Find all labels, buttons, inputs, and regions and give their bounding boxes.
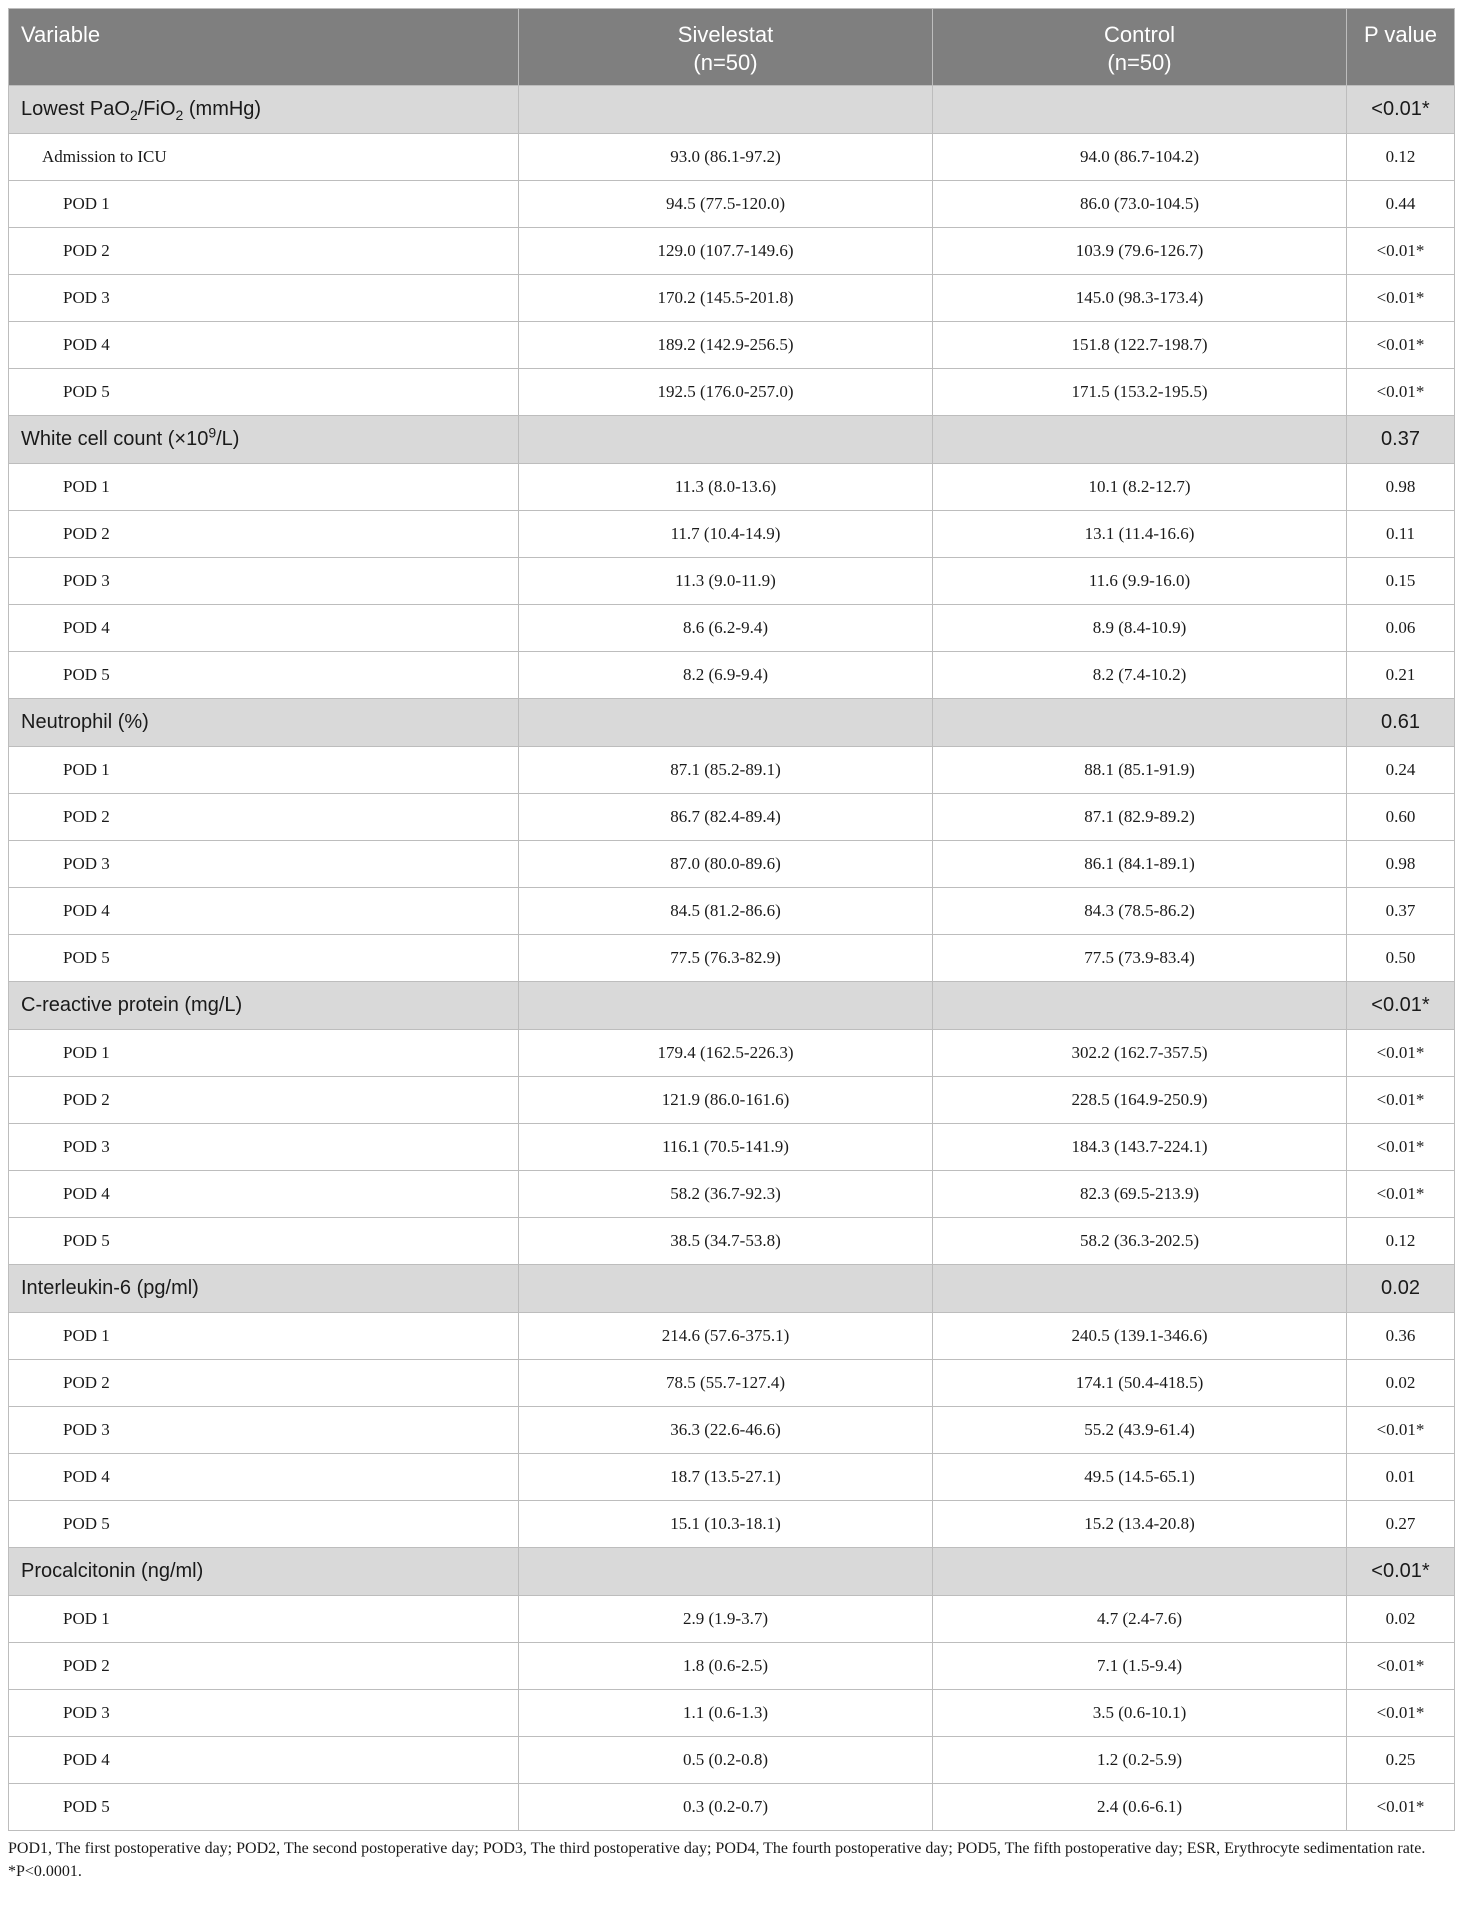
control-value: 240.5 (139.1-346.6) xyxy=(933,1313,1347,1360)
row-pvalue: 0.15 xyxy=(1347,558,1455,605)
sivelestat-value: 84.5 (81.2-86.6) xyxy=(519,888,933,935)
row-pvalue: <0.01* xyxy=(1347,1690,1455,1737)
row-pvalue: <0.01* xyxy=(1347,1171,1455,1218)
table-row xyxy=(9,841,1455,888)
table-row xyxy=(9,1501,1455,1548)
header-pvalue: P value xyxy=(1347,9,1455,86)
row-label: POD 5 xyxy=(9,369,519,416)
section-empty-cell xyxy=(933,1265,1347,1313)
table-row xyxy=(9,1077,1455,1124)
row-pvalue: 0.06 xyxy=(1347,605,1455,652)
sivelestat-value: 0.3 (0.2-0.7) xyxy=(519,1784,933,1831)
section-empty-cell xyxy=(933,699,1347,747)
control-value: 77.5 (73.9-83.4) xyxy=(933,935,1347,982)
row-pvalue: 0.02 xyxy=(1347,1596,1455,1643)
table-header xyxy=(9,9,1455,86)
sivelestat-value: 11.3 (9.0-11.9) xyxy=(519,558,933,605)
row-pvalue: <0.01* xyxy=(1347,228,1455,275)
section-empty-cell xyxy=(519,1265,933,1313)
header-variable: Variable xyxy=(9,9,519,86)
section-pvalue: <0.01* xyxy=(1347,86,1455,134)
section-label: Procalcitonin (ng/ml) xyxy=(9,1548,519,1596)
section-empty-cell xyxy=(933,416,1347,464)
sivelestat-value: 58.2 (36.7-92.3) xyxy=(519,1171,933,1218)
sivelestat-value: 192.5 (176.0-257.0) xyxy=(519,369,933,416)
table-row xyxy=(9,1784,1455,1831)
row-label: POD 1 xyxy=(9,181,519,228)
row-label: POD 5 xyxy=(9,1784,519,1831)
section-empty-cell xyxy=(519,982,933,1030)
section-pvalue: <0.01* xyxy=(1347,1548,1455,1596)
row-label: Admission to ICU xyxy=(9,134,519,181)
sivelestat-value: 93.0 (86.1-97.2) xyxy=(519,134,933,181)
row-pvalue: 0.25 xyxy=(1347,1737,1455,1784)
row-label: POD 3 xyxy=(9,1690,519,1737)
row-pvalue: 0.01 xyxy=(1347,1454,1455,1501)
control-value: 151.8 (122.7-198.7) xyxy=(933,322,1347,369)
row-pvalue: 0.98 xyxy=(1347,464,1455,511)
control-value: 94.0 (86.7-104.2) xyxy=(933,134,1347,181)
row-pvalue: <0.01* xyxy=(1347,1030,1455,1077)
row-label: POD 4 xyxy=(9,605,519,652)
table-row xyxy=(9,605,1455,652)
row-pvalue: <0.01* xyxy=(1347,322,1455,369)
control-value: 4.7 (2.4-7.6) xyxy=(933,1596,1347,1643)
section-row xyxy=(9,982,1455,1030)
section-row xyxy=(9,416,1455,464)
row-label: POD 2 xyxy=(9,794,519,841)
row-pvalue: 0.44 xyxy=(1347,181,1455,228)
row-pvalue: 0.36 xyxy=(1347,1313,1455,1360)
sivelestat-value: 77.5 (76.3-82.9) xyxy=(519,935,933,982)
table-row xyxy=(9,1313,1455,1360)
section-empty-cell xyxy=(519,86,933,134)
row-label: POD 1 xyxy=(9,464,519,511)
control-value: 55.2 (43.9-61.4) xyxy=(933,1407,1347,1454)
table-row xyxy=(9,1737,1455,1784)
section-label: C-reactive protein (mg/L) xyxy=(9,982,519,1030)
table-row xyxy=(9,511,1455,558)
section-label: White cell count $(\times 10^9/L)$ xyxy=(9,416,519,464)
control-value: 3.5 (0.6-10.1) xyxy=(933,1690,1347,1737)
sivelestat-value: 8.6 (6.2-9.4) xyxy=(519,605,933,652)
control-value: 86.0 (73.0-104.5) xyxy=(933,181,1347,228)
control-value: 228.5 (164.9-250.9) xyxy=(933,1077,1347,1124)
section-row xyxy=(9,86,1455,134)
row-label: POD 4 xyxy=(9,1737,519,1784)
sivelestat-value: 1.8 (0.6-2.5) xyxy=(519,1643,933,1690)
row-pvalue: <0.01* xyxy=(1347,275,1455,322)
row-label: POD 4 xyxy=(9,1171,519,1218)
table-row xyxy=(9,1596,1455,1643)
table-row xyxy=(9,1643,1455,1690)
control-value: 174.1 (50.4-418.5) xyxy=(933,1360,1347,1407)
sivelestat-value: 179.4 (162.5-226.3) xyxy=(519,1030,933,1077)
row-label: POD 5 xyxy=(9,1501,519,1548)
table-row xyxy=(9,1360,1455,1407)
table-row xyxy=(9,652,1455,699)
control-value: 145.0 (98.3-173.4) xyxy=(933,275,1347,322)
control-value: 302.2 (162.7-357.5) xyxy=(933,1030,1347,1077)
row-pvalue: <0.01* xyxy=(1347,369,1455,416)
row-pvalue: 0.21 xyxy=(1347,652,1455,699)
row-pvalue: 0.02 xyxy=(1347,1360,1455,1407)
section-row xyxy=(9,1548,1455,1596)
table-body xyxy=(9,86,1455,1831)
row-pvalue: 0.11 xyxy=(1347,511,1455,558)
footnote-significance: *P<0.0001. xyxy=(8,1863,82,1880)
row-pvalue: 0.12 xyxy=(1347,134,1455,181)
section-row xyxy=(9,1265,1455,1313)
row-label: POD 2 xyxy=(9,228,519,275)
header-control xyxy=(933,9,1347,86)
row-pvalue: <0.01* xyxy=(1347,1077,1455,1124)
table-footnotes xyxy=(8,1837,1454,1883)
row-label: POD 1 xyxy=(9,1313,519,1360)
section-empty-cell xyxy=(519,1548,933,1596)
sivelestat-value: 214.6 (57.6-375.1) xyxy=(519,1313,933,1360)
table-row xyxy=(9,1218,1455,1265)
document xyxy=(8,8,1454,1883)
sivelestat-value: 121.9 (86.0-161.6) xyxy=(519,1077,933,1124)
control-value: 10.1 (8.2-12.7) xyxy=(933,464,1347,511)
table-row xyxy=(9,134,1455,181)
control-value: 84.3 (78.5-86.2) xyxy=(933,888,1347,935)
section-label: Interleukin-6 (pg/ml) xyxy=(9,1265,519,1313)
control-value: 2.4 (0.6-6.1) xyxy=(933,1784,1347,1831)
control-value: 15.2 (13.4-20.8) xyxy=(933,1501,1347,1548)
control-value: 11.6 (9.9-16.0) xyxy=(933,558,1347,605)
sivelestat-value: 0.5 (0.2-0.8) xyxy=(519,1737,933,1784)
results-table xyxy=(8,8,1455,1831)
control-value: 184.3 (143.7-224.1) xyxy=(933,1124,1347,1171)
sivelestat-value: 87.0 (80.0-89.6) xyxy=(519,841,933,888)
sivelestat-value: 36.3 (22.6-46.6) xyxy=(519,1407,933,1454)
row-pvalue: <0.01* xyxy=(1347,1784,1455,1831)
sivelestat-value: 78.5 (55.7-127.4) xyxy=(519,1360,933,1407)
row-label: POD 4 xyxy=(9,1454,519,1501)
control-value: 86.1 (84.1-89.1) xyxy=(933,841,1347,888)
table-row xyxy=(9,1454,1455,1501)
sivelestat-value: 94.5 (77.5-120.0) xyxy=(519,181,933,228)
section-empty-cell xyxy=(519,416,933,464)
row-label: POD 3 xyxy=(9,841,519,888)
sivelestat-value: 18.7 (13.5-27.1) xyxy=(519,1454,933,1501)
sivelestat-value: 87.1 (85.2-89.1) xyxy=(519,747,933,794)
section-row xyxy=(9,699,1455,747)
row-label: POD 2 xyxy=(9,511,519,558)
row-label: POD 5 xyxy=(9,652,519,699)
control-value: 8.9 (8.4-10.9) xyxy=(933,605,1347,652)
table-row xyxy=(9,1124,1455,1171)
control-value: 88.1 (85.1-91.9) xyxy=(933,747,1347,794)
section-label: Neutrophil (%) xyxy=(9,699,519,747)
control-value: 82.3 (69.5-213.9) xyxy=(933,1171,1347,1218)
section-label: Lowest PaO$_2$/FiO$_2$ (mmHg) xyxy=(9,86,519,134)
sivelestat-value: 38.5 (34.7-53.8) xyxy=(519,1218,933,1265)
sivelestat-value: 2.9 (1.9-3.7) xyxy=(519,1596,933,1643)
sivelestat-value: 129.0 (107.7-149.6) xyxy=(519,228,933,275)
row-pvalue: 0.37 xyxy=(1347,888,1455,935)
row-label: POD 1 xyxy=(9,747,519,794)
row-pvalue: 0.60 xyxy=(1347,794,1455,841)
sivelestat-value: 86.7 (82.4-89.4) xyxy=(519,794,933,841)
row-label: POD 2 xyxy=(9,1360,519,1407)
row-pvalue: <0.01* xyxy=(1347,1124,1455,1171)
row-label: POD 3 xyxy=(9,275,519,322)
control-value: 1.2 (0.2-5.9) xyxy=(933,1737,1347,1784)
section-pvalue: 0.61 xyxy=(1347,699,1455,747)
header-sivelestat-n: (n=50) xyxy=(693,50,758,75)
row-label: POD 2 xyxy=(9,1077,519,1124)
control-value: 13.1 (11.4-16.6) xyxy=(933,511,1347,558)
table-row xyxy=(9,1407,1455,1454)
table-row xyxy=(9,181,1455,228)
table-row xyxy=(9,747,1455,794)
header-control-name: Control xyxy=(1104,22,1175,47)
row-pvalue: 0.24 xyxy=(1347,747,1455,794)
table-row xyxy=(9,1030,1455,1077)
row-label: POD 4 xyxy=(9,888,519,935)
header-control-n: (n=50) xyxy=(1107,50,1172,75)
row-label: POD 1 xyxy=(9,1596,519,1643)
control-value: 7.1 (1.5-9.4) xyxy=(933,1643,1347,1690)
row-label: POD 3 xyxy=(9,1407,519,1454)
control-value: 103.9 (79.6-126.7) xyxy=(933,228,1347,275)
table-row xyxy=(9,464,1455,511)
row-label: POD 5 xyxy=(9,1218,519,1265)
table-row xyxy=(9,794,1455,841)
sivelestat-value: 189.2 (142.9-256.5) xyxy=(519,322,933,369)
table-row xyxy=(9,275,1455,322)
row-pvalue: 0.27 xyxy=(1347,1501,1455,1548)
row-label: POD 1 xyxy=(9,1030,519,1077)
row-label: POD 3 xyxy=(9,558,519,605)
sivelestat-value: 15.1 (10.3-18.1) xyxy=(519,1501,933,1548)
section-empty-cell xyxy=(933,86,1347,134)
row-pvalue: 0.98 xyxy=(1347,841,1455,888)
sivelestat-value: 11.7 (10.4-14.9) xyxy=(519,511,933,558)
sivelestat-value: 8.2 (6.9-9.4) xyxy=(519,652,933,699)
section-pvalue: 0.02 xyxy=(1347,1265,1455,1313)
section-empty-cell xyxy=(933,1548,1347,1596)
section-empty-cell xyxy=(519,699,933,747)
row-pvalue: <0.01* xyxy=(1347,1407,1455,1454)
sivelestat-value: 170.2 (145.5-201.8) xyxy=(519,275,933,322)
table-row xyxy=(9,558,1455,605)
section-pvalue: 0.37 xyxy=(1347,416,1455,464)
row-pvalue: <0.01* xyxy=(1347,1643,1455,1690)
header-sivelestat xyxy=(519,9,933,86)
section-pvalue: <0.01* xyxy=(1347,982,1455,1030)
table-row xyxy=(9,888,1455,935)
control-value: 171.5 (153.2-195.5) xyxy=(933,369,1347,416)
sivelestat-value: 1.1 (0.6-1.3) xyxy=(519,1690,933,1737)
table-row xyxy=(9,1171,1455,1218)
control-value: 8.2 (7.4-10.2) xyxy=(933,652,1347,699)
footnote-abbreviations: POD1, The first postoperative day; POD2, The second postoperative day; POD3, The third postoperative day; POD4, The fourth postoperative day; POD5, The fifth postoperative day; ESR, Erythrocyte sedimentation rate. xyxy=(8,1840,1426,1857)
table-row xyxy=(9,1690,1455,1737)
row-label: POD 2 xyxy=(9,1643,519,1690)
header-sivelestat-name: Sivelestat xyxy=(677,22,774,47)
table-row xyxy=(9,322,1455,369)
table-row xyxy=(9,369,1455,416)
sivelestat-value: 11.3 (8.0-13.6) xyxy=(519,464,933,511)
row-label: POD 5 xyxy=(9,935,519,982)
table-row xyxy=(9,228,1455,275)
row-label: POD 4 xyxy=(9,322,519,369)
table-row xyxy=(9,935,1455,982)
sivelestat-value: 116.1 (70.5-141.9) xyxy=(519,1124,933,1171)
control-value: 87.1 (82.9-89.2) xyxy=(933,794,1347,841)
row-pvalue: 0.50 xyxy=(1347,935,1455,982)
section-empty-cell xyxy=(933,982,1347,1030)
control-value: 58.2 (36.3-202.5) xyxy=(933,1218,1347,1265)
control-value: 49.5 (14.5-65.1) xyxy=(933,1454,1347,1501)
row-pvalue: 0.12 xyxy=(1347,1218,1455,1265)
row-label: POD 3 xyxy=(9,1124,519,1171)
